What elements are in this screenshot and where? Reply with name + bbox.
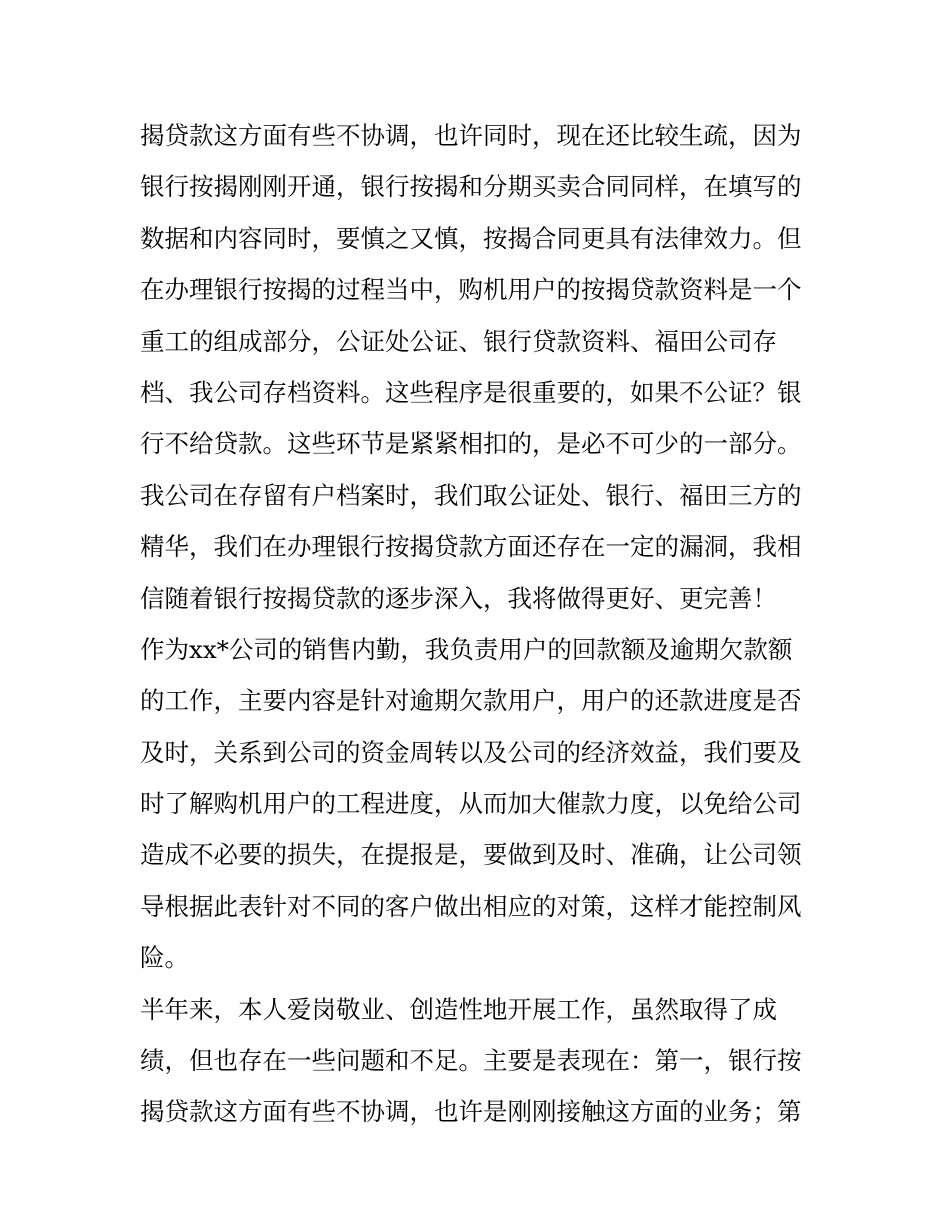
text-line: 揭贷款这方面有些不协调，也许同时，现在还比较生疏，因为 bbox=[140, 121, 802, 150]
text-line: 及时，关系到公司的资金周转以及公司的经济效益，我们要及 bbox=[140, 737, 802, 767]
text-line: 档、我公司存档资料。这些程序是很重要的，如果不公证？银 bbox=[140, 377, 802, 407]
text-line: 导根据此表针对不同的客户做出相应的对策，这样才能控制风 bbox=[140, 891, 802, 921]
text-line: 数据和内容同时，要慎之又慎，按揭合同更具有法律效力。但 bbox=[140, 223, 802, 253]
text-line: 半年来，本人爱岗敬业、创造性地开展工作，虽然取得了成 bbox=[140, 994, 777, 1024]
text-line: 作为xx*公司的销售内勤，我负责用户的回款额及逾期欠款额 bbox=[140, 634, 793, 664]
text-line: 信随着银行按揭贷款的逐步深入，我将做得更好、更完善！ bbox=[140, 583, 777, 613]
text-line: 在办理银行按揭的过程当中，购机用户的按揭贷款资料是一个 bbox=[140, 275, 802, 305]
text-line: 行不给贷款。这些环节是紧紧相扣的，是必不可少的一部分。 bbox=[140, 429, 802, 459]
text-line: 的工作，主要内容是针对逾期欠款用户，用户的还款进度是否 bbox=[140, 686, 802, 716]
text-line: 重工的组成部分，公证处公证、银行贷款资料、福田公司存 bbox=[140, 326, 777, 356]
text-line: 绩，但也存在一些问题和不足。主要是表现在：第一，银行按 bbox=[140, 1046, 802, 1076]
text-line: 精华，我们在办理银行按揭贷款方面还存在一定的漏洞，我相 bbox=[140, 532, 802, 562]
text-line: 造成不必要的损失，在提报是，要做到及时、准确，让公司领 bbox=[140, 840, 802, 870]
text-line: 险。 bbox=[140, 943, 189, 973]
text-line: 时了解购机用户的工程进度，从而加大催款力度，以免给公司 bbox=[140, 789, 802, 819]
text-line: 银行按揭刚刚开通，银行按揭和分期买卖合同同样，在填写的 bbox=[140, 172, 802, 202]
text-line: 揭贷款这方面有些不协调，也许是刚刚接触这方面的业务；第 bbox=[140, 1097, 802, 1127]
body-text bbox=[140, 110, 820, 1138]
text-line: 我公司在存留有户档案时，我们取公证处、银行、福田三方的 bbox=[140, 480, 802, 510]
